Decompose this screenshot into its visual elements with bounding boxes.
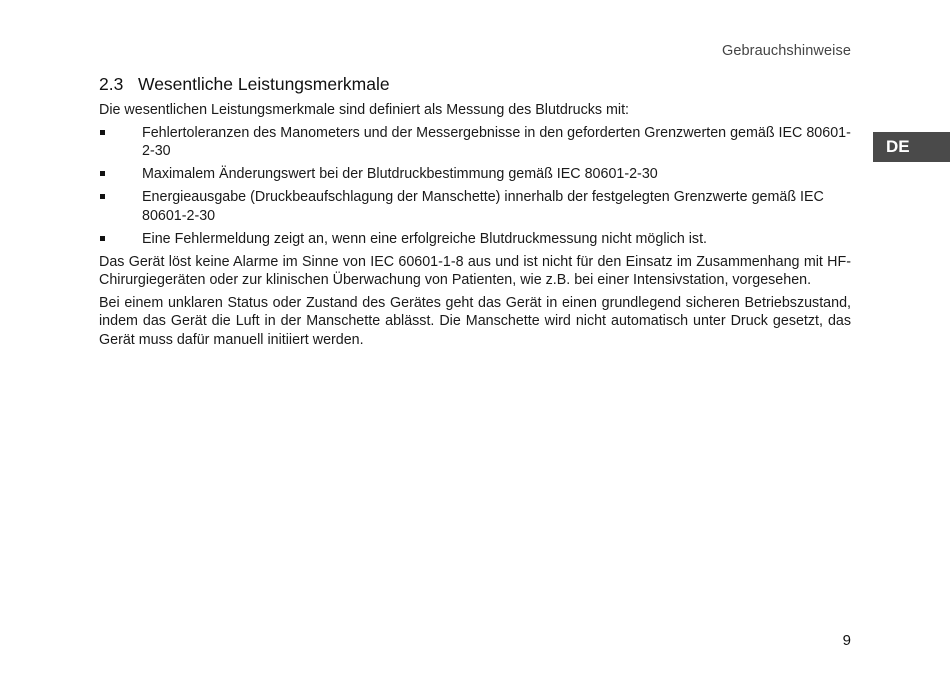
list-item-text: Eine Fehlermeldung zeigt an, wenn eine erfolgreiche Blutdruckmessung nicht möglich ist. (142, 230, 708, 247)
status-paragraph: Bei einem unklaren Status oder Zustand des Gerätes geht das Gerät in einen grundlegend sicheren Betriebszustand, indem das Gerät die Luft in der Manschette ablässt. Die Manschette wird nicht automatisch unter Druck gesetzt, das Gerät muss dafür manuell initiiert werden. (99, 294, 851, 348)
language-tab: DE (873, 132, 950, 162)
section-content (99, 74, 851, 353)
bullet-icon (100, 236, 105, 241)
list-item (99, 124, 851, 161)
alarms-paragraph: Das Gerät löst keine Alarme im Sinne von IEC 60601-1-8 aus und ist nicht für den Einsatz im Zusammenhang mit HF-Chirurgiegeräten oder zur klinischen Überwachung von Patienten, wie z.B. bei einer Intensivstation, vorgesehen. (99, 253, 851, 288)
list-item-text: Fehlertoleranzen des Manometers und der Messergebnisse in den geforderten Grenzwerten gemäß IEC 80601-2-30 (142, 124, 851, 159)
list-item (99, 230, 851, 249)
list-item-text: Energieausgabe (Druckbeaufschlagung der Manschette) innerhalb der festgelegten Grenzwerte gemäß IEC 80601-2-30 (142, 189, 824, 224)
bullet-icon (100, 171, 105, 176)
bullet-icon (100, 130, 105, 135)
intro-paragraph: Die wesentlichen Leistungsmerkmale sind definiert als Messung des Blutdrucks mit: (99, 102, 630, 118)
list-item (99, 165, 851, 184)
list-item-text: Maximalem Änderungswert bei der Blutdruckbestimmung gemäß IEC 80601-2-30 (142, 166, 658, 182)
section-title: Wesentliche Leistungsmerkmale (138, 74, 390, 94)
list-item (99, 188, 851, 225)
bullet-icon (100, 194, 105, 199)
bullet-list (99, 124, 851, 249)
section-heading (99, 74, 851, 95)
running-header: Gebrauchshinweise (721, 43, 851, 59)
page-number: 9 (842, 632, 851, 649)
section-number: 2.3 (99, 74, 124, 94)
